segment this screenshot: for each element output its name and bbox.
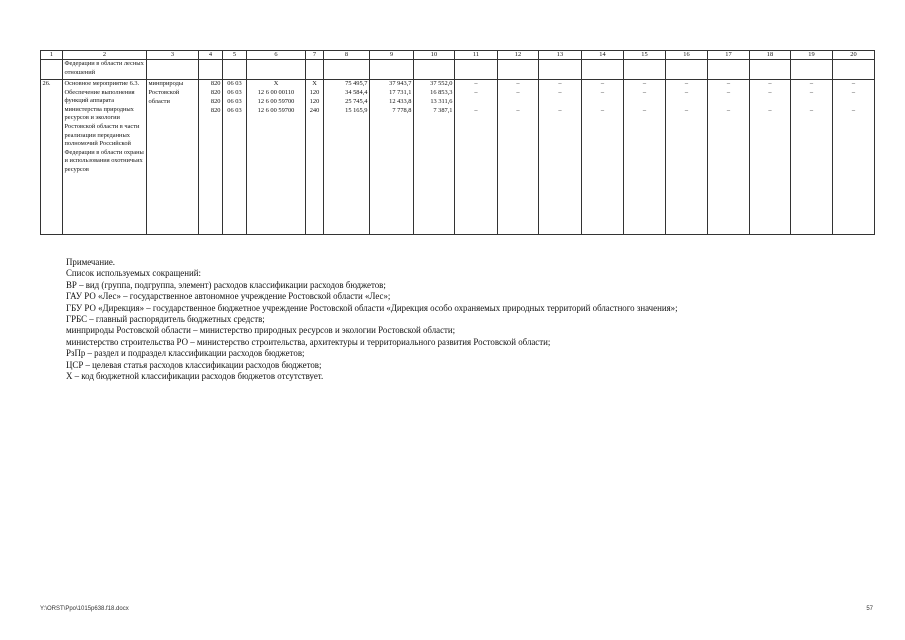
value-cell: – [455, 80, 498, 89]
grbs-cell: 820 [199, 98, 223, 107]
value-cell: – [624, 80, 666, 89]
value-cell [498, 98, 539, 107]
value-cell [455, 98, 498, 107]
value-cell [750, 98, 791, 107]
value-cell: – [708, 80, 750, 89]
column-number: 12 [498, 51, 539, 60]
abbreviation-item: министерство строительства РО – министерство строительства, архитектуры и территориального развития Ростовской области; [66, 336, 551, 347]
abbreviation-item: РзПр – раздел и подраздел классификации расходов бюджетов; [66, 348, 305, 359]
value-cell: 16 853,3 [414, 89, 455, 98]
grbs-cell: 820 [199, 107, 223, 235]
column-number: 20 [833, 51, 875, 60]
value-cell: – [539, 80, 582, 89]
csr-cell: Х [247, 80, 306, 89]
abbreviations-title: Список используемых сокращений: [66, 268, 201, 279]
csr-cell: 12 6 00 59700 [247, 107, 306, 235]
vr-cell: 120 [306, 98, 324, 107]
value-cell: 34 584,4 [324, 89, 370, 98]
value-cell: – [582, 89, 624, 98]
abbreviation-item: ГРБС – главный распорядитель бюджетных средств; [66, 314, 265, 325]
column-number: 18 [750, 51, 791, 60]
value-cell: – [833, 107, 875, 235]
value-cell [539, 98, 582, 107]
value-cell: 15 165,9 [324, 107, 370, 235]
column-number: 16 [666, 51, 708, 60]
measure-name-cell: Основное мероприятие 6.3. Обеспечение выполнения функций аппарата министерства природных ресурсов и экологии Ростовской области в части реализации переданных полномочий Российской Федерации в области охраны и использования охотничьих ресурсов [63, 80, 147, 235]
column-number: 9 [370, 51, 414, 60]
executor-line: области [147, 98, 199, 107]
executor-line: минприроды [147, 80, 199, 89]
grbs-cell: 820 [199, 89, 223, 98]
grbs-cell: 820 [199, 80, 223, 89]
value-cell: 37 552,0 [414, 80, 455, 89]
abbreviation-item: ГАУ РО «Лес» – государственное автономное учреждение Ростовской области «Лес»; [66, 291, 391, 302]
rzpr-cell: 06 03 [223, 80, 247, 89]
value-cell: – [455, 107, 498, 235]
column-number: 17 [708, 51, 750, 60]
column-number-row [41, 51, 875, 60]
value-cell: – [455, 89, 498, 98]
table-row [41, 98, 875, 107]
value-cell: 13 311,6 [414, 98, 455, 107]
value-cell: – [582, 107, 624, 235]
executor-line: Ростовской [147, 89, 199, 98]
csr-cell: 12 6 00 00110 [247, 89, 306, 98]
abbreviation-item: ВР – вид (группа, подгруппа, элемент) расходов классификации расходов бюджетов; [66, 279, 386, 290]
value-cell: – [833, 80, 875, 89]
value-cell: 17 731,1 [370, 89, 414, 98]
footer-file-path: Y:\ORST\Ppo\1015p638.f18.docx [40, 606, 129, 612]
abbreviation-item: минприроды Ростовской области – министерство природных ресурсов и экологии Ростовской области; [66, 325, 456, 336]
csr-cell: 12 6 00 59700 [247, 98, 306, 107]
value-cell: – [624, 107, 666, 235]
column-number: 3 [147, 51, 199, 60]
abbreviation-item: Х – код бюджетной классификации расходов бюджетов отсутствует. [66, 371, 324, 382]
vr-cell: 240 [306, 107, 324, 235]
value-cell: – [750, 107, 791, 235]
value-cell: – [708, 89, 750, 98]
value-cell: – [791, 89, 833, 98]
executor-cell-empty [147, 107, 199, 235]
column-number: 5 [223, 51, 247, 60]
abbreviation-item: ЦСР – целевая статья расходов классификации расходов бюджетов; [66, 359, 322, 370]
rzpr-cell: 06 03 [223, 98, 247, 107]
value-cell: 37 943,7 [370, 80, 414, 89]
rzpr-cell: 06 03 [223, 107, 247, 235]
table-row [41, 89, 875, 98]
table-row [41, 80, 875, 89]
value-cell: 12 433,8 [370, 98, 414, 107]
column-number: 4 [199, 51, 223, 60]
value-cell: – [539, 107, 582, 235]
value-cell: – [582, 80, 624, 89]
carryover-row [41, 60, 875, 80]
value-cell: – [539, 89, 582, 98]
column-number: 10 [414, 51, 455, 60]
value-cell: – [708, 107, 750, 235]
rzpr-cell: 06 03 [223, 89, 247, 98]
value-cell: 7 387,1 [414, 107, 455, 235]
value-cell: – [791, 107, 833, 235]
value-cell: – [624, 89, 666, 98]
value-cell: – [666, 80, 708, 89]
value-cell: 25 745,4 [324, 98, 370, 107]
table-row [41, 107, 875, 235]
value-cell: – [833, 89, 875, 98]
column-number: 7 [306, 51, 324, 60]
value-cell [624, 98, 666, 107]
column-number: 8 [324, 51, 370, 60]
abbreviation-item: ГБУ РО «Дирекция» – государственное бюджетное учреждение Ростовской области «Дирекция особо охраняемых природных территорий областного значения»; [66, 302, 678, 313]
column-number: 11 [455, 51, 498, 60]
value-cell: – [666, 89, 708, 98]
column-number: 15 [624, 51, 666, 60]
value-cell: – [498, 89, 539, 98]
value-cell: – [750, 80, 791, 89]
notes-section [66, 257, 886, 382]
vr-cell: Х [306, 80, 324, 89]
budget-table [40, 50, 875, 235]
value-cell: 75 495,7 [324, 80, 370, 89]
row-number-cell: 26. [41, 80, 63, 235]
value-cell: – [791, 80, 833, 89]
column-number: 1 [41, 51, 63, 60]
value-cell [791, 98, 833, 107]
value-cell: – [750, 89, 791, 98]
carryover-name-cell: Федерации в области лесных отношений [63, 60, 147, 80]
column-number: 14 [582, 51, 624, 60]
column-number: 13 [539, 51, 582, 60]
value-cell [833, 98, 875, 107]
column-number: 2 [63, 51, 147, 60]
value-cell [708, 98, 750, 107]
page-number: 57 [866, 606, 873, 612]
value-cell: – [498, 107, 539, 235]
column-number: 6 [247, 51, 306, 60]
value-cell: – [666, 107, 708, 235]
value-cell: 7 778,8 [370, 107, 414, 235]
column-number: 19 [791, 51, 833, 60]
value-cell: – [498, 80, 539, 89]
value-cell [582, 98, 624, 107]
value-cell [666, 98, 708, 107]
notes-title: Примечание. [66, 257, 115, 267]
vr-cell: 120 [306, 89, 324, 98]
